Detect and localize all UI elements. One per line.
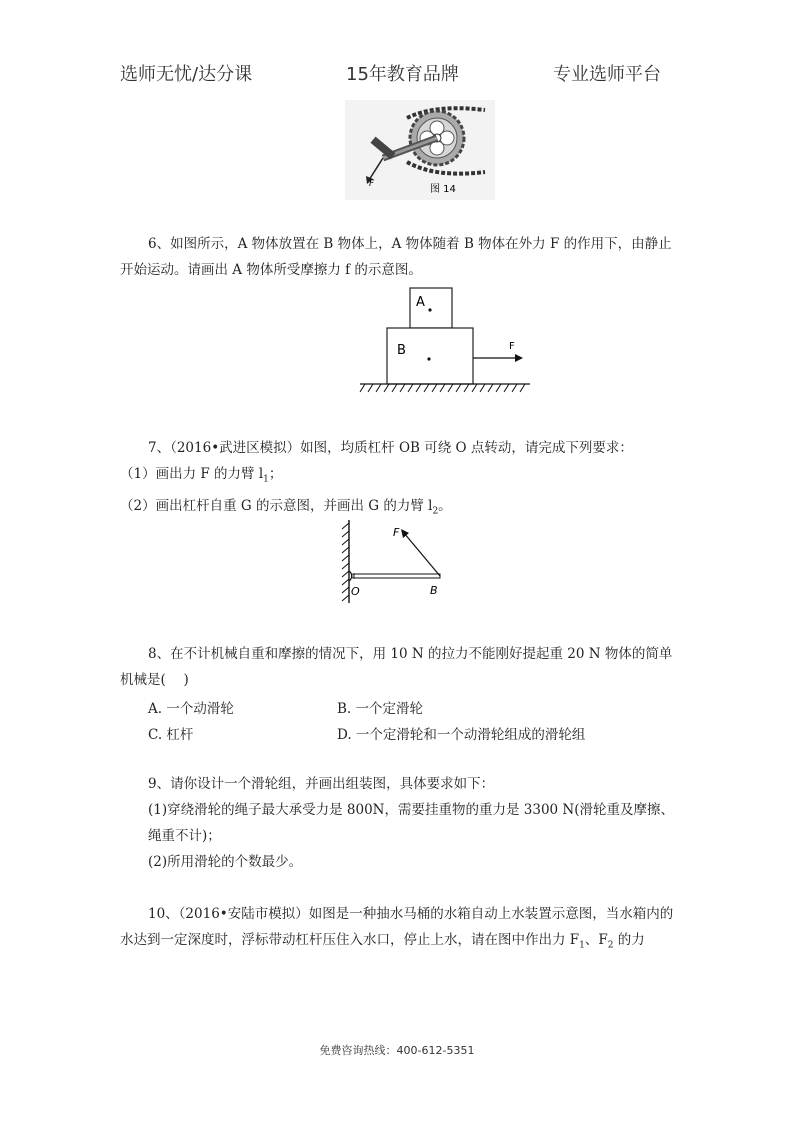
question-9 <box>120 771 680 875</box>
q9-item-1: (1)穿绕滑轮的绳子最大承受力是 800N，需要挂重物的重力是 3300 N(滑轮重及摩擦、绳重不计)； <box>148 802 675 844</box>
q9-stem: 9、请你设计一个滑轮组，并画出组装图，具体要求如下： <box>148 776 495 792</box>
q7-label-o: O <box>351 585 360 598</box>
figure-14-bicycle-crank <box>345 100 495 200</box>
fig14-force-label: F <box>369 179 375 189</box>
question-10 <box>120 901 680 959</box>
q6-label-a: A <box>416 295 425 310</box>
q7-lever-diagram <box>335 515 455 610</box>
fig14-caption: 图 14 <box>430 184 456 195</box>
header-brand: 选师无忧/达分课 <box>120 64 253 85</box>
q10-text: 10、（2016•安陆市模拟）如图是一种抽水马桶的水箱自动上水装置示意图，当水箱内的水达到一定深度时，浮标带动杠杆压住入水口，停止上水，请在图中作出力 $F_1$、$F_2$ 的力 <box>120 906 674 951</box>
q7-item-1: （1）画出力 F 的力臂 $l_1$； <box>120 466 283 485</box>
header-slogan: 15年教育品牌 <box>346 64 459 85</box>
header-platform: 专业选师平台 <box>553 64 661 85</box>
q8-option-a: A. 一个动滑轮 <box>148 701 234 717</box>
q8-option-c: C. 杠杆 <box>148 727 194 743</box>
q6-text: 6、如图所示，A 物体放置在 B 物体上，A 物体随着 B 物体在外力 F 的作用下，由静止开始运动。请画出 A 物体所受摩擦力 f 的示意图。 <box>120 236 672 278</box>
question-6 <box>120 231 680 283</box>
q7-label-b: B <box>430 584 438 597</box>
q7-label-f: F <box>393 526 400 539</box>
q7-item-2: （2）画出杠杆自重 G 的示意图，并画出 G 的力臂 $l_2$。 <box>120 497 452 517</box>
question-8 <box>120 641 680 693</box>
q8-option-b: B. 一个定滑轮 <box>337 701 424 717</box>
q7-stem: 7、（2016•武进区模拟）如图，均质杠杆 OB 可绕 O 点转动，请完成下列要求： <box>148 440 633 456</box>
q6-diagram <box>355 283 535 398</box>
q6-label-f: F <box>509 341 515 352</box>
q8-stem: 8、在不计机械自重和摩擦的情况下，用 10 N 的拉力不能刚好提起重 20 N 物体的简单机械是( ) <box>120 646 673 688</box>
footer-hotline: 免费咨询热线：400-612-5351 <box>319 1044 475 1057</box>
q9-item-2: (2)所用滑轮的个数最少。 <box>148 854 303 870</box>
question-7 <box>120 435 680 524</box>
q6-label-b: B <box>397 343 406 358</box>
q8-option-d: D. 一个定滑轮和一个动滑轮组成的滑轮组 <box>337 727 586 743</box>
